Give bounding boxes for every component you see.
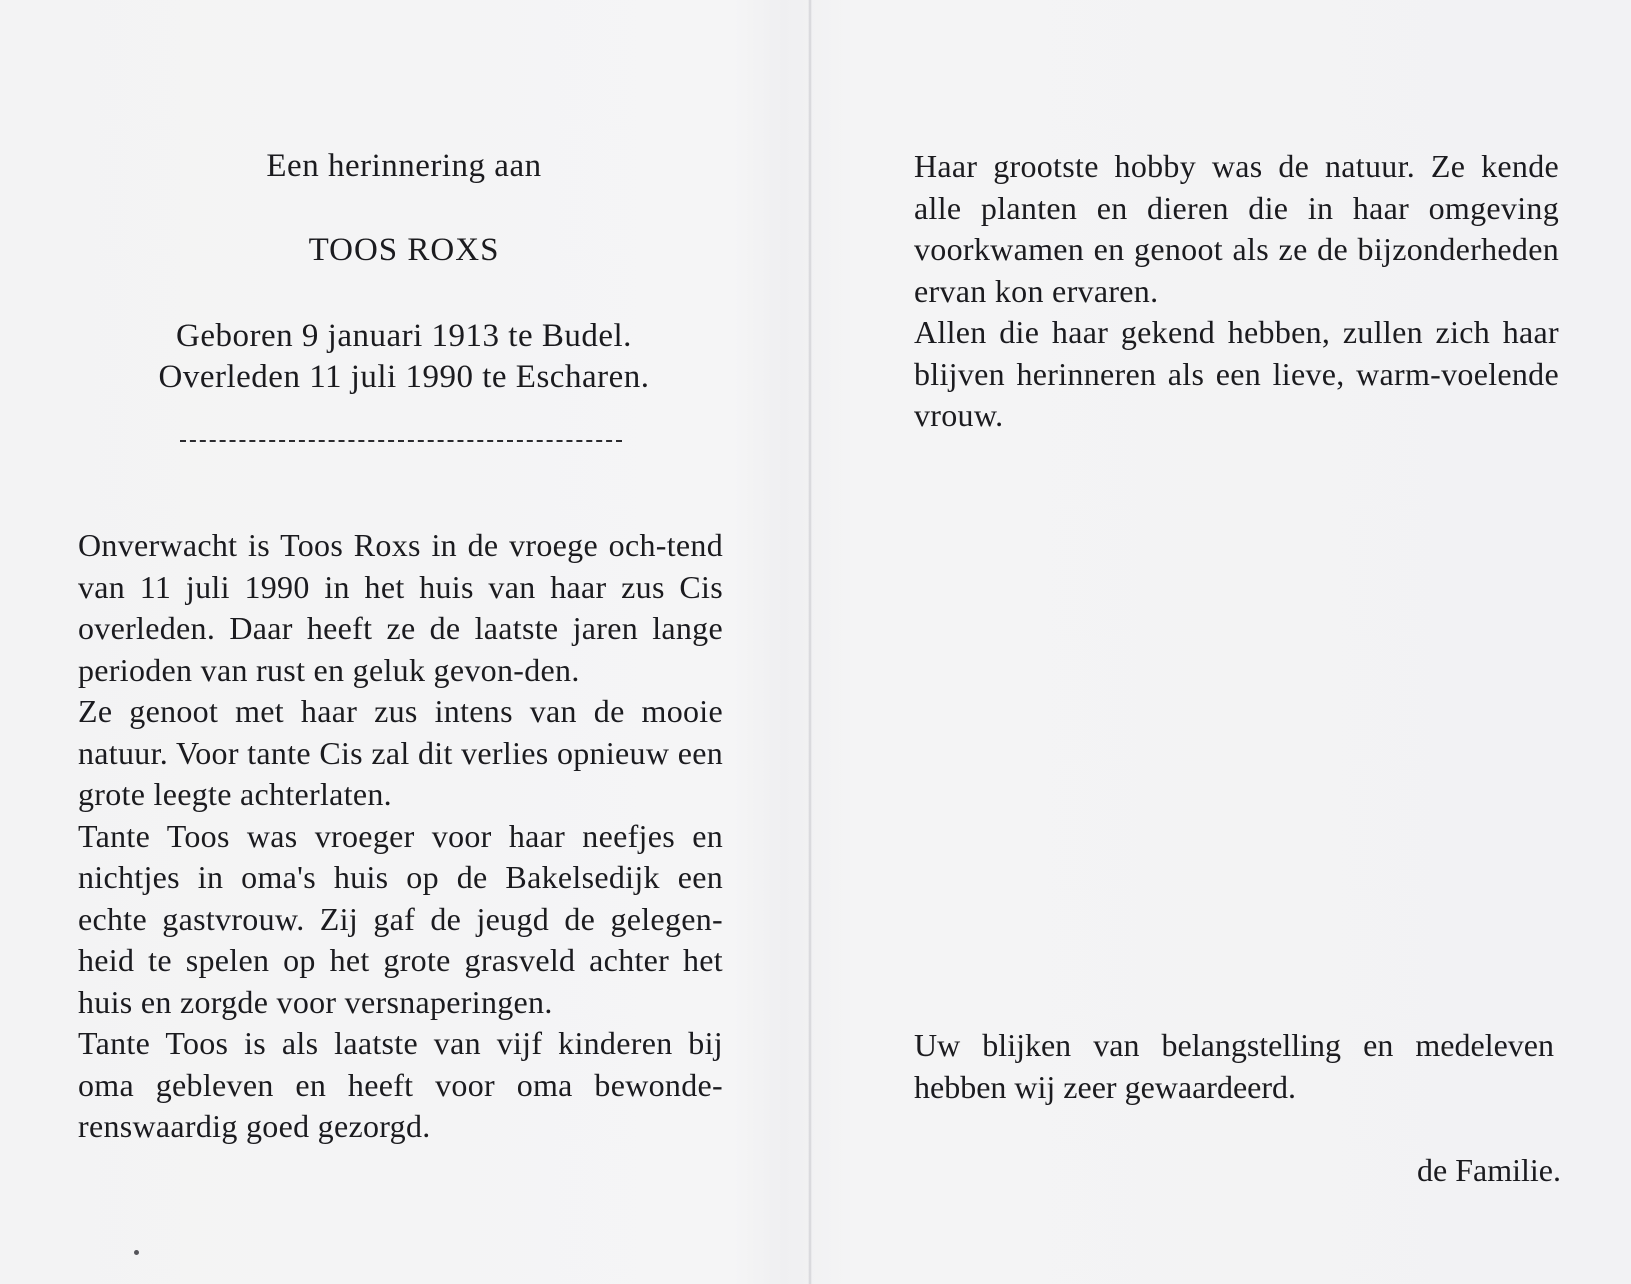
left-text-block bbox=[78, 525, 723, 1148]
paragraph: Allen die haar gekend hebben, zullen zich haar blijven herinneren als een lieve, warm-voelende vrouw. bbox=[914, 314, 1559, 433]
life-dates bbox=[0, 316, 808, 398]
thanks-note: Uw blijken van belangstelling en medeleven hebben wij zeer gewaardeerd. bbox=[914, 1027, 1554, 1105]
signature: de Familie. bbox=[1417, 1152, 1561, 1188]
right-text-block bbox=[914, 146, 1559, 437]
paragraph: Tante Toos was vroeger voor haar neefjes en nichtjes in oma's huis op de Bakelsedijk een echte gastvrouw. Zij gaf de jeugd de gelegen-heid te spelen op het grote grasveld achter het huis en zorgde voor versnaperingen. bbox=[78, 817, 723, 1020]
card-fold bbox=[808, 0, 812, 1284]
death-line: Overleden 11 juli 1990 te Escharen. bbox=[158, 359, 650, 395]
paper-speck bbox=[134, 1250, 139, 1255]
dashed-divider bbox=[180, 440, 622, 442]
birth-line: Geboren 9 januari 1913 te Budel. bbox=[176, 318, 632, 354]
intro-line: Een herinnering aan bbox=[266, 148, 542, 184]
paragraph: Haar grootste hobby was de natuur. Ze kende alle planten en dieren die in haar omgeving voorkwamen en genoot als ze de bijzonderheden ervan kon ervaren. bbox=[914, 148, 1559, 309]
deceased-name: TOOS ROXS bbox=[308, 232, 500, 268]
paragraph: Ze genoot met haar zus intens van de mooie natuur. Voor tante Cis zal dit verlies opnieuw een grote leegte achterlaten. bbox=[78, 693, 723, 812]
paragraph: Tante Toos is als laatste van vijf kinderen bij oma gebleven en heeft voor oma bewonde-renswaardig goed gezorgd. bbox=[78, 1025, 723, 1144]
paragraph: Onverwacht is Toos Roxs in de vroege och-tend van 11 juli 1990 in het huis van haar zus Cis overleden. Daar heeft ze de laatste jaren lange perioden van rust en geluk gevon-den. bbox=[78, 527, 723, 688]
